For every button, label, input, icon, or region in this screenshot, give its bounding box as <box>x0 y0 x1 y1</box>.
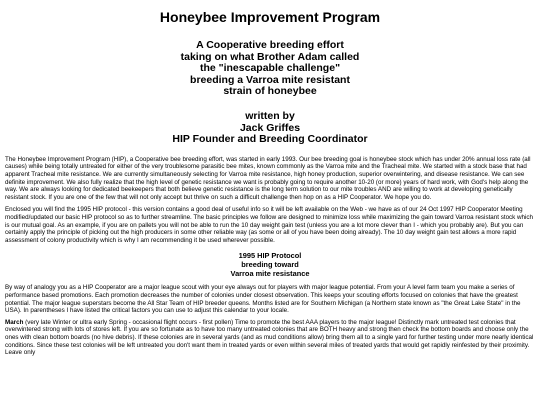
analogy-paragraph: By way of analogy you as a HIP Cooperator are a major league scout with your eye always out for players with major league potential. From your A level farm team you make a series of performance based promotions. Each promotion decreases the number of colonies under closest observation. This keeps your scouting efforts focused on colonies that have the greatest potential. The major league superstars become the All Star Team of HIP breeder queens. Months listed are for Southern Michigan (a Northern state known as "the Great Lake State" in the USA). In parentheses I have listed the critical factors you can use to adjust this calendar to your locale. <box>5 284 521 315</box>
month-label-march: March <box>5 318 24 326</box>
subtitle-line: breeding a Varroa mite resistant <box>190 73 350 86</box>
author-byline <box>0 111 540 146</box>
byline-author-name: Jack Griffes <box>239 121 301 134</box>
byline-written-by: written by <box>245 109 295 122</box>
byline-author-role: HIP Founder and Breeding Coordinator <box>172 133 368 146</box>
march-paragraph <box>5 319 535 357</box>
subtitle-line: A Cooperative breeding effort <box>196 39 344 51</box>
subtitle-line: the "inescapable challenge" <box>199 62 341 75</box>
protocol-paragraph: Enclosed you will find the 1995 HIP protocol - this version contains a good deal of useful info so it will be left available on the Web - we have as of our 24 Oct 1997 HIP Cooperator Meeting modified/updated our basic HIP protocol so as to further streamline. The basic principles we follow are designed to minimize loss while maximizing the gain toward Varroa resistant stock which is our mutual goal. As an example, if you are on pallets you will not be able to run the 10 day weight gain test (unless you are a lot more clever than I - which you probably are). But you can certainly apply the principle of picking out the high producers in some other reliable way (as some or all of you have been doing already). The 10 day weight gain test allows a more rapid assessment of colony productivity which is why I am recommending it be used wherever possible. <box>5 206 534 244</box>
section-heading <box>0 252 540 278</box>
intro-paragraph: The Honeybee Improvement Program (HIP), a Cooperative bee breeding effort, was started in early 1993. Our bee breeding goal is honeybee stock which has under 20% annual loss rate (all causes) while being totally untreated for either of the very troublesome parasitic bee mites, known commonly as the Varroa mite and the Tracheal mite. We started with a stock base that had apparent Tracheal mite resistance. We are currently simultaneously selecting for Varroa mite resistance, high honey production, superior overwintering, and disease resistance. We can see definite improvement. We also fully realize that the high level of genetic resistance we want is probably going to require another 10-20 (or more) years of hard work, with God's help along the way. We are always looking for dedicated beekeepers that both believe genetic resistance is the long term solution to our mite troubles AND are willing to work at developing genetically resistant stock. If you are one of the few that will not only accept but thrive on such a difficult challenge then hop on as a HIP Cooperator. We hope you do. <box>5 155 531 201</box>
subtitle-line: strain of honeybee <box>223 85 317 98</box>
march-paragraph-text: (very late Winter or ultra early Spring - occasional flight occurs - first pollen) Time to promote the best AAA players to the major league! Distinctly mark untreated test colonies that overwintered strong with lots of stores left. If you are so fortunate as to have too many untreated colonies that are BOTH heavy and strong then check the bottom boards and choose only the ones with clean bottom boards (no hive debris). If these colonies are in several yards (and as mud conditions allow) bring them all to a single yard for further testing under more nearly identical conditions. Since these test colonies will be left untreated you don't want them in treated yards or even within several miles of treated yards that would get rapidly reinfested by their proximity. Leave only <box>5 318 534 357</box>
section-heading-line: breeding toward <box>241 259 299 269</box>
subtitle-line: taking on what Brother Adam called <box>180 50 360 63</box>
page-title: Honeybee Improvement Program <box>159 9 381 25</box>
section-heading-line: 1995 HIP Protocol <box>238 251 302 261</box>
subtitle-block <box>0 40 540 98</box>
section-heading-line: Varroa mite resistance <box>230 268 310 278</box>
